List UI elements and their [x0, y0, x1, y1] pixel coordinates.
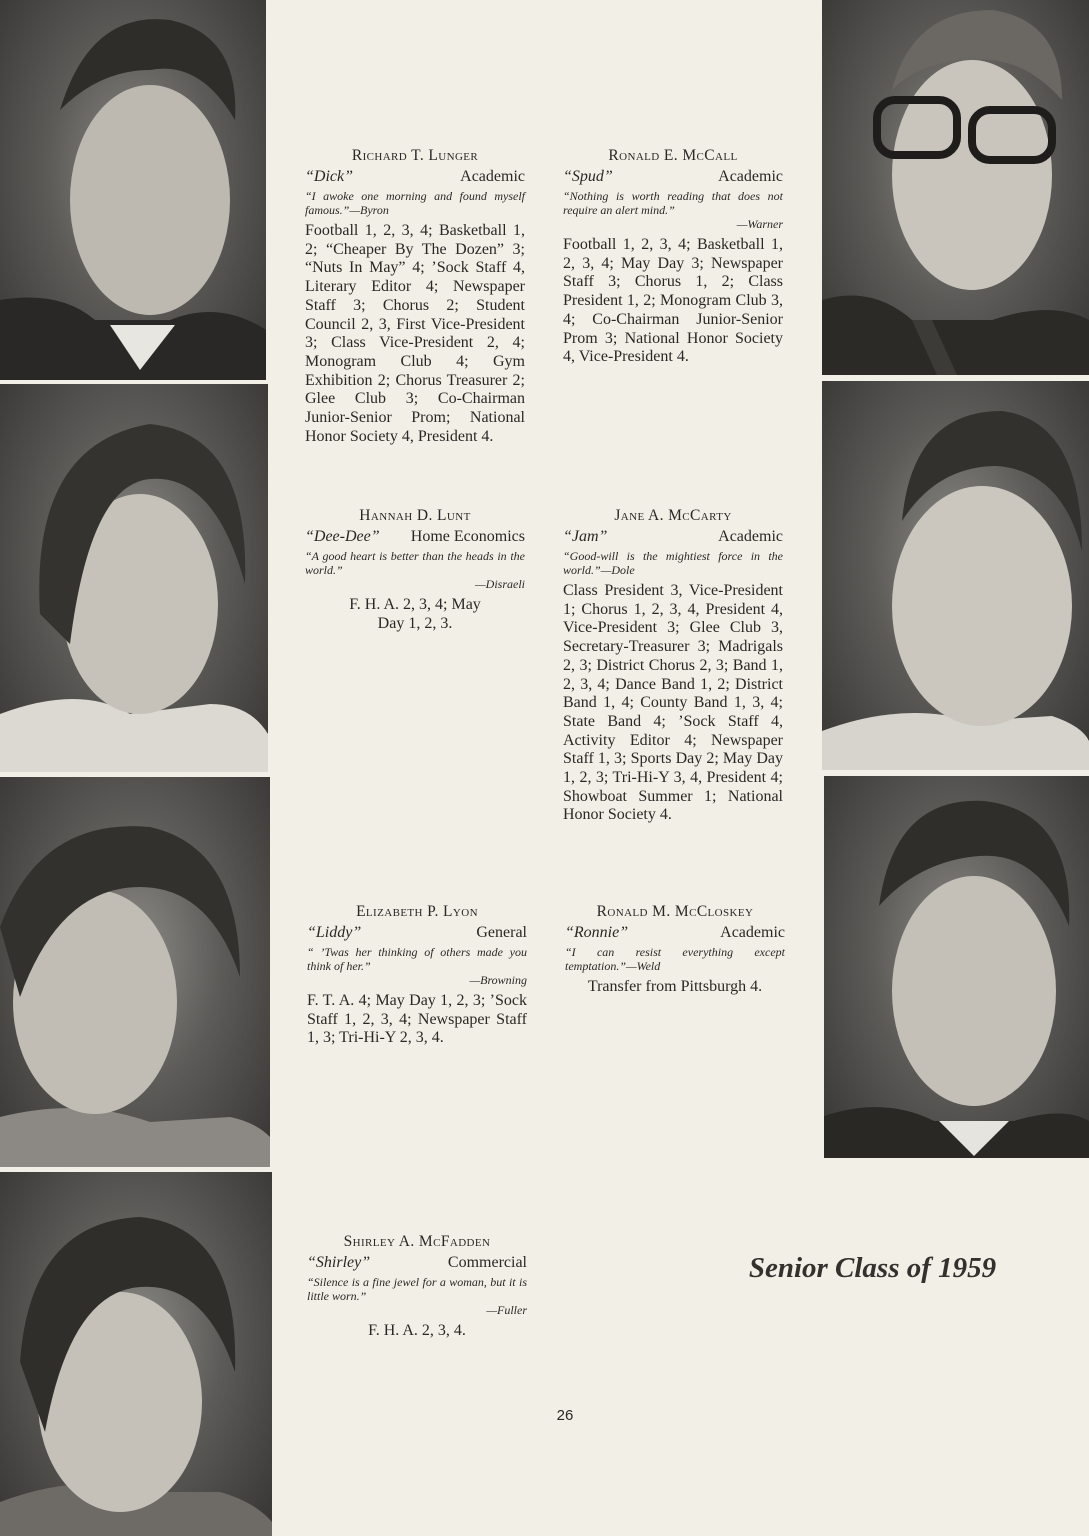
senior-entry	[305, 507, 525, 633]
student-name: Ronald E. McCall	[608, 147, 738, 164]
senior-entry	[563, 147, 783, 367]
quote-author: —Warner	[736, 217, 783, 231]
quote: “I awoke one morning and found myself famous.”—Byron	[305, 189, 525, 217]
student-name: Elizabeth P. Lyon	[356, 903, 478, 920]
activities: Transfer from Pittsburgh 4.	[587, 978, 763, 995]
student-name: Jane A. McCarty	[614, 507, 732, 524]
course: Academic	[718, 528, 783, 545]
portrait-photo	[0, 777, 270, 1167]
activities: F. H. A. 2, 3, 4.	[368, 1322, 466, 1339]
activities: Football 1, 2, 3, 4; Basketball 1, 2; “Cheaper By The Dozen” 3; “Nuts In May” 4; ’Sock Staff 4, Literary Editor 4; Newspaper Staff 3; Chorus 2; Student Council 2, 3, First Vice-President 3; Class Vice-President 2, 4; Monogram Club 4; Gym Exhibition 2; Chorus Treasurer 2; Glee Club 3; Co-Chairman Junior-Senior Prom; National Honor Society 4, President 4.	[305, 222, 525, 445]
nickname: “Spud”	[563, 168, 613, 185]
course: Academic	[720, 924, 785, 941]
quote: “ ’Twas her thinking of others made you think of her.”	[307, 945, 527, 973]
student-name: Shirley A. McFadden	[343, 1233, 491, 1250]
activities: F. T. A. 4; May Day 1, 2, 3; ’Sock Staff 1, 2, 3, 4; Newspaper Staff 1, 3; Tri-Hi-Y 2, 3, 4.	[307, 992, 527, 1047]
course: Academic	[460, 168, 525, 185]
course: Academic	[718, 168, 783, 185]
activities: Football 1, 2, 3, 4; Basketball 1, 2, 3, 4; May Day 3; Newspaper Staff 3; Chorus 1, 2; Class President 1, 2; Monogram Club 3, 4; Co-Chairman Junior-Senior Prom 3; National Honor Society 4, Vice-President 4.	[563, 236, 783, 366]
senior-entry	[565, 903, 785, 997]
page-title: Senior Class of 1959	[748, 1252, 997, 1284]
portrait-photo	[0, 0, 266, 380]
activities: F. H. A. 2, 3, 4; May Day 1, 2, 3.	[349, 596, 481, 632]
senior-entry	[307, 903, 527, 1048]
portrait-photo	[0, 1172, 272, 1536]
portrait-photo	[822, 0, 1089, 375]
nickname: “Dick”	[305, 168, 353, 185]
quote-author: —Disraeli	[474, 577, 525, 591]
quote: “I can resist everything except temptation.”—Weld	[565, 945, 785, 973]
activities: Class President 3, Vice-President 1; Chorus 1, 2, 3, 4, President 4, Vice-President 3; Glee Club 3, Secretary-Treasurer 3; Madrigals 2, 3; District Chorus 2, 3; Band 1, 2, 3, 4; Dance Band 1, 2; District Band 1, 4; County Band 1, 3, 4; State Band 4; ’Sock Staff 4, Activity Editor 4; Newspaper Staff 1, 3; Sports Day 2; May Day 1, 2, 3; Tri-Hi-Y 3, 4, President 4; Showboat Summer 1; National Honor Society 4.	[563, 582, 783, 824]
quote-author: —Browning	[469, 973, 527, 987]
nickname: “Dee-Dee”	[305, 528, 380, 545]
portrait-photo	[822, 381, 1089, 770]
quote-author: —Fuller	[486, 1303, 527, 1317]
student-name: Richard T. Lunger	[351, 147, 479, 164]
nickname: “Ronnie”	[565, 924, 629, 941]
senior-entry	[307, 1233, 527, 1341]
course: General	[476, 924, 527, 941]
quote: “Silence is a fine jewel for a woman, but it is little worn.”	[307, 1275, 527, 1303]
portrait-photo	[824, 776, 1089, 1158]
nickname: “Liddy”	[307, 924, 362, 941]
portrait-photo	[0, 384, 268, 772]
student-name: Hannah D. Lunt	[359, 507, 471, 524]
nickname: “Shirley”	[307, 1254, 371, 1271]
quote: “A good heart is better than the heads in the world.”	[305, 549, 525, 577]
quote: “Nothing is worth reading that does not require an alert mind.”	[563, 189, 783, 217]
senior-entry	[305, 147, 525, 446]
page-number: 26	[556, 1407, 574, 1424]
nickname: “Jam”	[563, 528, 608, 545]
senior-entry	[563, 507, 783, 825]
course: Commercial	[447, 1254, 527, 1271]
course: Home Economics	[410, 528, 525, 545]
quote: “Good-will is the mightiest force in the world.”—Dole	[563, 549, 783, 577]
student-name: Ronald M. McCloskey	[596, 903, 754, 920]
